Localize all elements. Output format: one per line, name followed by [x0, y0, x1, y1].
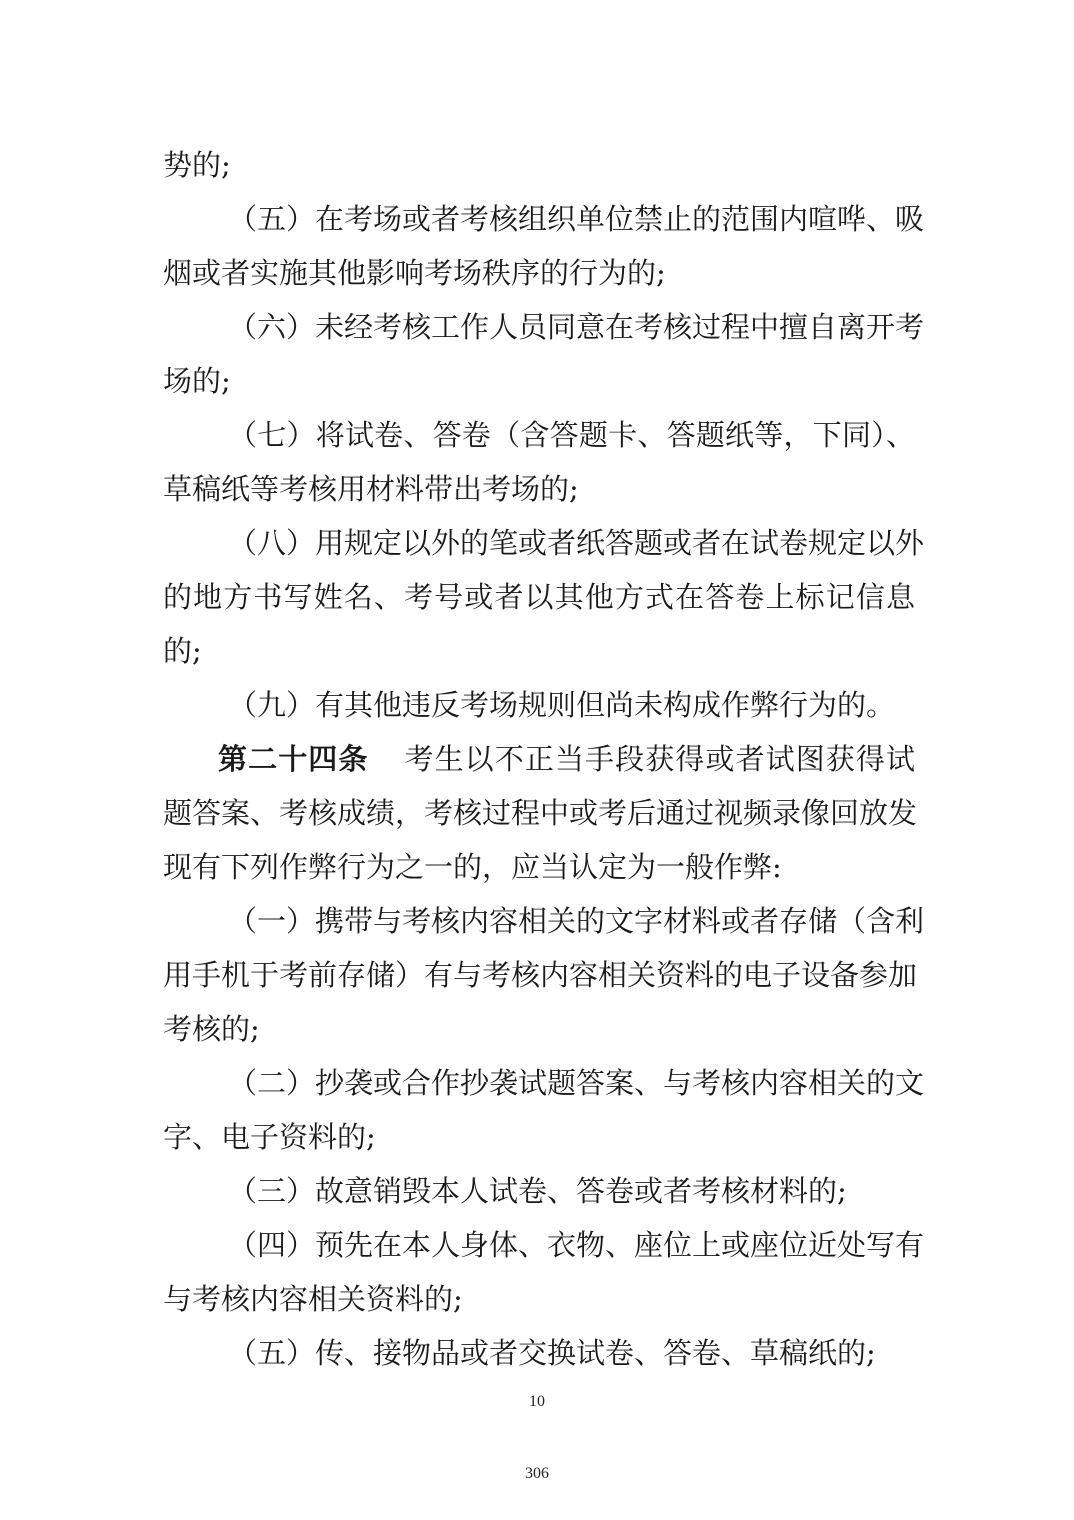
text-line: 势的; [163, 148, 231, 182]
text-line: （三）故意销毁本人试卷、答卷或者考核材料的; [228, 1174, 847, 1208]
text-line: 的; [163, 634, 202, 668]
article-heading: 第二十四条 [218, 742, 369, 776]
text-line: （一）携带与考核内容相关的文字材料或者存储（含利 [228, 904, 925, 938]
text-line: （五）传、接物品或者交换试卷、答卷、草稿纸的; [228, 1336, 876, 1370]
text-line: （九）有其他违反考场规则但尚未构成作弊行为的。 [228, 688, 896, 722]
text-line: 用手机于考前存储）有与考核内容相关资料的电子设备参加 [163, 958, 918, 992]
article-heading-line [218, 741, 915, 777]
page-number: 10 [529, 1393, 545, 1410]
text-line: 现有下列作弊行为之一的，应当认定为一般作弊: [163, 850, 782, 884]
text-line: 考核的; [163, 1012, 260, 1046]
text-line: 草稿纸等考核用材料带出考场的; [163, 472, 579, 506]
text-line: 场的; [163, 364, 231, 398]
text-line: 的地方书写姓名、考号或者以其他方式在答卷上标记信息 [163, 580, 915, 614]
text-line: 烟或者实施其他影响考场秩序的行为的; [163, 256, 666, 290]
text-line: 与考核内容相关资料的; [163, 1282, 463, 1316]
article-heading-text: 考生以不正当手段获得或者试图获得试 [404, 742, 915, 776]
text-line: （四）预先在本人身体、衣物、座位上或座位近处写有 [228, 1228, 925, 1262]
text-line: （二）抄袭或合作抄袭试题答案、与考核内容相关的文 [228, 1066, 925, 1100]
text-line: 字、电子资料的; [163, 1120, 376, 1154]
text-line: 题答案、考核成绩，考核过程中或考后通过视频录像回放发 [163, 796, 918, 830]
page-number-total: 306 [525, 1465, 549, 1482]
text-line: （六）未经考核工作人员同意在考核过程中擅自离开考 [228, 310, 925, 344]
text-line: （八）用规定以外的笔或者纸答题或者在试卷规定以外 [228, 526, 925, 560]
text-line: （七）将试卷、答卷（含答题卡、答题纸等，下同）、 [228, 418, 915, 452]
text-line: （五）在考场或者考核组织单位禁止的范围内喧哗、吸 [228, 202, 925, 236]
